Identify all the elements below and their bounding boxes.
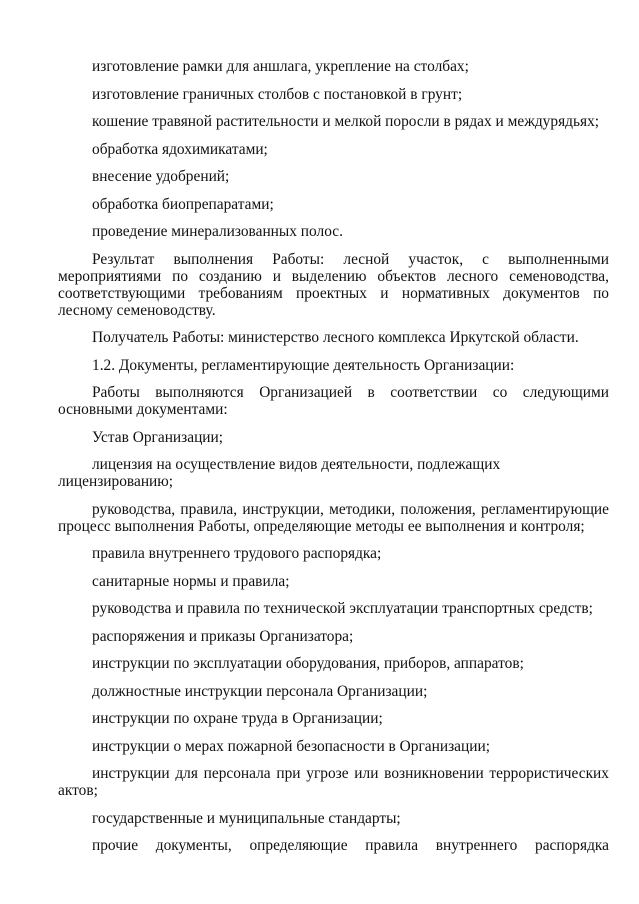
- paragraph-24: государственные и муниципальные стандарты;: [92, 809, 401, 827]
- paragraph-21: инструкции по охране труда в Организации;: [92, 710, 383, 727]
- paragraph-23: инструкции для персонала при угрозе или возникновении террористических актов;: [58, 765, 609, 799]
- paragraph-06: обработка биопрепаратами;: [92, 195, 274, 213]
- paragraph-01: изготовление рамки для аншлага, укрепление на столбах;: [92, 58, 469, 75]
- paragraph-25: прочие документы, определяющие правила внутреннего распорядка: [92, 837, 609, 854]
- paragraph-04: обработка ядохимикатами;: [92, 140, 268, 158]
- paragraph-08: Результат выполнения Работы: лесной участок, с выполненными мероприятиями по созданию и выделению объектов лесного семеноводства, соответствующими требованиям проектных и нормативных документов по лесному семеноводству.: [58, 250, 609, 319]
- paragraph-22: инструкции о мерах пожарной безопасности в Организации;: [92, 737, 490, 755]
- paragraph-20: должностные инструкции персонала Организации;: [92, 682, 428, 700]
- paragraph-17: руководства и правила по технической эксплуатации транспортных средств;: [92, 600, 593, 617]
- paragraph-02: изготовление граничных столбов с постановкой в грунт;: [92, 85, 463, 103]
- paragraph-09: Получатель Работы: министерство лесного комплекса Иркутской области.: [92, 329, 579, 346]
- paragraph-10: 1.2. Документы, регламентирующие деятельность Организации:: [92, 356, 515, 374]
- paragraph-14: руководства, правила, инструкции, методики, положения, регламентирующие процесс выполнения Работы, определяющие методы ее выполнения и контроля;: [58, 500, 609, 535]
- document-page: [58, 58, 609, 904]
- paragraph-03: кошение травяной растительности и мелкой поросли в рядах и междурядьях;: [92, 113, 600, 130]
- paragraph-15: правила внутреннего трудового распорядка;: [92, 545, 382, 562]
- paragraph-11: Работы выполняются Организацией в соответствии со следующими основными документами:: [58, 384, 609, 418]
- paragraph-13: лицензия на осуществление видов деятельности, подлежащих лицензированию;: [58, 456, 501, 490]
- paragraph-07: проведение минерализованных полос.: [92, 223, 343, 240]
- paragraph-12: Устав Организации;: [92, 428, 224, 446]
- paragraph-05: внесение удобрений;: [92, 168, 230, 185]
- paragraph-16: санитарные нормы и правила;: [92, 572, 290, 590]
- paragraph-19: инструкции по эксплуатации оборудования, приборов, аппаратов;: [92, 655, 524, 672]
- paragraph-18: распоряжения и приказы Организатора;: [92, 627, 354, 645]
